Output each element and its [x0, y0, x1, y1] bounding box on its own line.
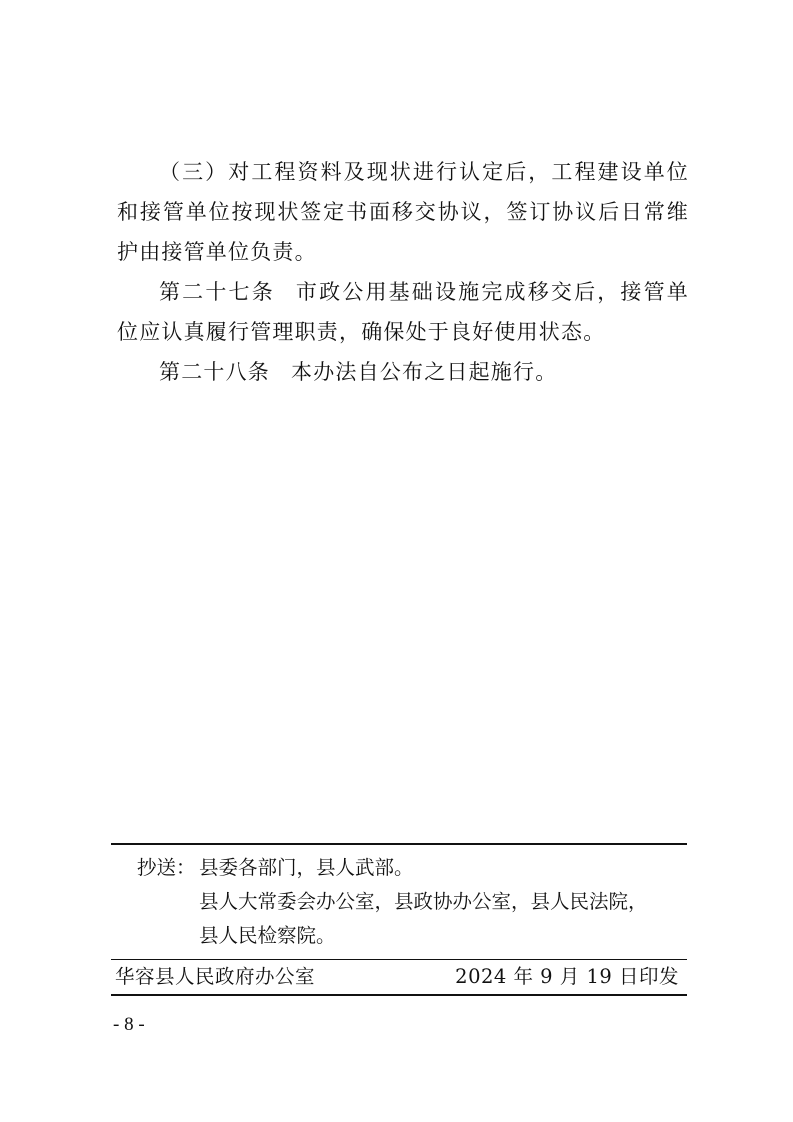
article-27-number: 第二十七条 [159, 280, 275, 304]
body-text [117, 152, 689, 392]
cc-line-2: 县人大常委会办公室，县政协办公室，县人民法院， [199, 890, 648, 913]
issuer: 华容县人民政府办公室 [115, 965, 316, 988]
article-27-text: 市政公用基础设施完成移交后，接管单位应认真履行管理职责，确保处于良好使用状态。 [117, 280, 689, 344]
cc-recipients [199, 851, 687, 953]
cc-row [111, 845, 687, 953]
article-27 [117, 272, 689, 352]
clause-3: （三）对工程资料及现状进行认定后，工程建设单位和接管单位按现状签定书面移交协议，签订协议后日常维护由接管单位负责。 [117, 160, 689, 264]
cc-line-1: 县委各部门，县人武部。 [199, 856, 414, 879]
cc-label: 抄送： [137, 856, 196, 879]
article-28-number: 第二十八条 [159, 360, 270, 384]
article-28-text: 本办法自公布之日起施行。 [291, 360, 558, 384]
article-28 [117, 352, 689, 392]
page-number: - 8 - [113, 1014, 145, 1035]
distribution-block [111, 843, 687, 996]
cc-line-3: 县人民检察院。 [199, 924, 336, 947]
issue-date: 2024 年 9 月 19 日印发 [455, 965, 679, 988]
issue-row [111, 959, 687, 996]
